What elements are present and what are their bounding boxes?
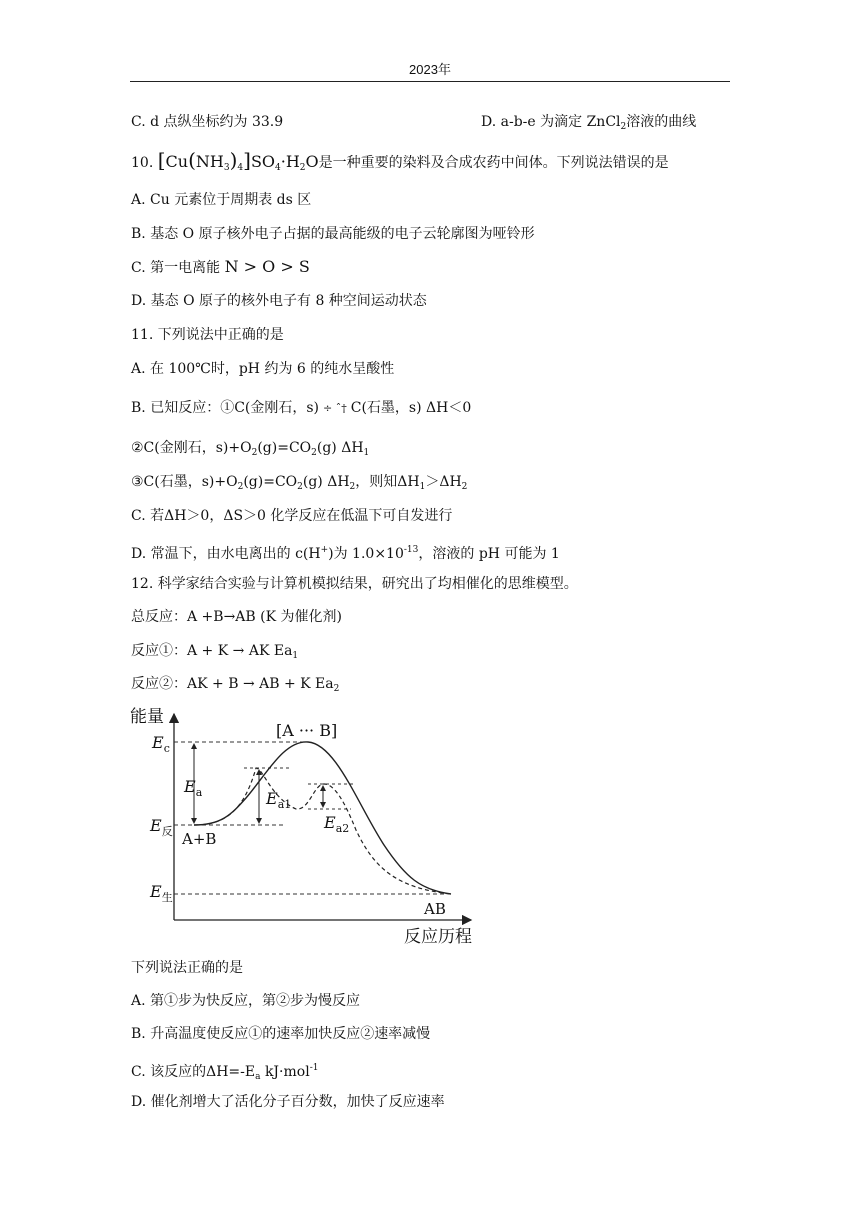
q11-option-c: C. 若ΔH＞0，ΔS＞0 化学反应在低温下可自发进行 <box>131 508 453 524</box>
q12-option-a: A. 第①步为快反应，第②步为慢反应 <box>131 993 361 1009</box>
energy-profile-diagram <box>126 700 486 950</box>
q12-option-c: C. 该反应的$\Delta H=-E_a$ kJ·mol$^{-1}$ <box>131 1063 319 1082</box>
header-divider <box>130 81 730 82</box>
q11-line-2: ②C(金刚石，$s)+O_2(g)=CO_2(g)$ $\Delta H_1$ <box>131 440 370 458</box>
reactant-energy-label: $E_反$ <box>150 816 173 838</box>
ea-label: $E_a$ <box>184 777 203 799</box>
product-label: AB <box>424 900 446 918</box>
q12-question: 下列说法正确的是 <box>131 960 243 976</box>
uncatalyzed-curve <box>194 742 451 894</box>
ec-label: $E_c$ <box>152 733 170 755</box>
q12-reaction-2: 反应②：AK + B → AB + K $Ea_2$ <box>131 676 340 694</box>
q11-option-b: B. 已知反应：①C(金刚石，s) ÷ ˆ† C(石墨，s) ΔH＜0 <box>131 400 472 416</box>
q12-reaction-1: 反应①：A + K → AK $Ea_1$ <box>131 643 299 661</box>
q9-option-c: C. d 点纵坐标约为 33.9 <box>131 114 284 130</box>
q10-stem: 10. $[Cu(NH_3)_4]SO_4\cdot H_2O$是一种重要的染料及合成农药中间体。下列说法错误的是 <box>131 148 669 173</box>
q11-line-3: ③C(石墨，$s)+O_2(g)=CO_2(g)$ $\Delta H_2$，则知$\Delta H_1>\Delta H_2$ <box>131 474 468 492</box>
ea1-label: $E_{a1}$ <box>266 789 292 811</box>
q10-option-d: D. 基态 O 原子的核外电子有 8 种空间运动状态 <box>131 293 427 309</box>
q10-formula: $[Cu(NH_3)_4]SO_4\cdot H_2O$ <box>157 148 319 173</box>
q11-option-a: A. 在 100℃时，pH 约为 6 的纯水呈酸性 <box>131 361 395 377</box>
q12-option-d: D. 催化剂增大了活化分子百分数，加快了反应速率 <box>131 1094 445 1110</box>
q12-option-b: B. 升高温度使反应①的速率加快反应②速率减慢 <box>131 1026 431 1042</box>
reactants-label: A+B <box>182 830 217 848</box>
transition-state-label: [A ··· B] <box>276 721 338 740</box>
q10-option-a: A. Cu 元素位于周期表 ds 区 <box>131 192 312 208</box>
q10-option-c: C. 第一电离能 N > O > S <box>131 257 310 276</box>
y-axis-label: 能量 <box>130 707 164 727</box>
product-energy-label: $E_生$ <box>150 882 173 904</box>
q11-stem: 11. 下列说法中正确的是 <box>131 327 284 343</box>
q9-option-d: D. a-b-e 为滴定 ZnCl$_2$溶液的曲线 <box>481 114 697 132</box>
q12-stem: 12. 科学家结合实验与计算机模拟结果，研究出了均相催化的思维模型。 <box>131 576 578 592</box>
q12-total-reaction: 总反应：A +B→AB (K 为催化剂) <box>131 609 342 625</box>
q10-option-b: B. 基态 O 原子核外电子占据的最高能级的电子云轮廓图为哑铃形 <box>131 226 535 242</box>
page-header: 2023年 <box>409 62 451 77</box>
x-axis-label: 反应历程 <box>404 927 472 947</box>
q11-option-d: D. 常温下，由水电离出的 c(H+)为 $1.0\times 10^{-13}$，溶液的 pH 可能为 1 <box>131 545 560 562</box>
ea2-label: $E_{a2}$ <box>324 813 350 835</box>
